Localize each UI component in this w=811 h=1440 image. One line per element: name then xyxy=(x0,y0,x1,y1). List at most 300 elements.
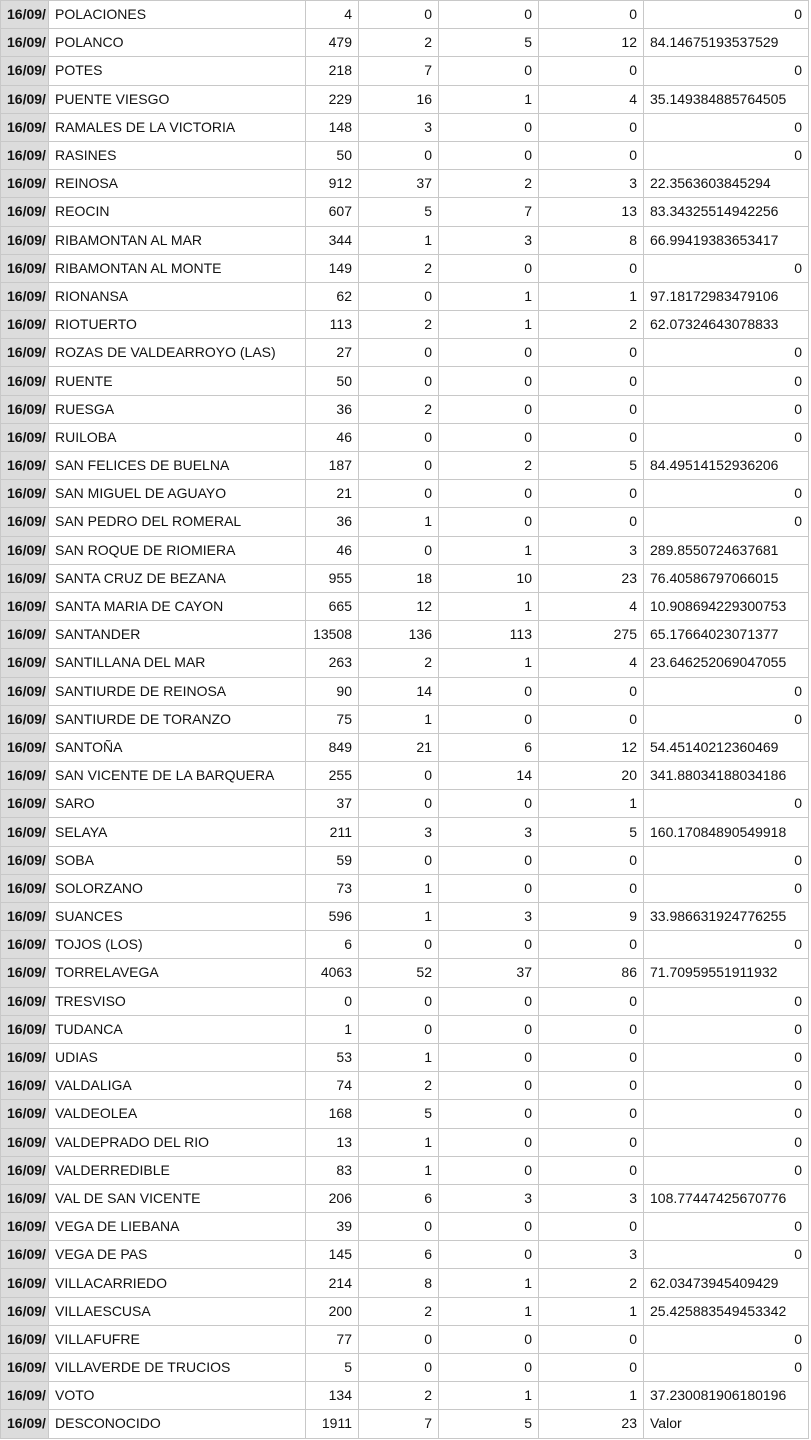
value-cell-3[interactable]: 3 xyxy=(439,903,539,931)
municipality-cell[interactable]: RUESGA xyxy=(49,395,306,423)
value-cell-3[interactable]: 0 xyxy=(439,480,539,508)
rate-cell[interactable]: 65.17664023071377 xyxy=(644,621,809,649)
value-cell-3[interactable]: 0 xyxy=(439,931,539,959)
municipality-cell[interactable]: SOBA xyxy=(49,846,306,874)
value-cell-1[interactable]: 168 xyxy=(306,1100,359,1128)
date-cell[interactable]: 16/09/ xyxy=(1,311,49,339)
value-cell-1[interactable]: 50 xyxy=(306,141,359,169)
date-cell[interactable]: 16/09/ xyxy=(1,1100,49,1128)
value-cell-3[interactable]: 0 xyxy=(439,141,539,169)
rate-cell[interactable]: 0 xyxy=(644,987,809,1015)
value-cell-4[interactable]: 4 xyxy=(539,85,644,113)
value-cell-4[interactable]: 3 xyxy=(539,1241,644,1269)
municipality-cell[interactable]: SOLORZANO xyxy=(49,874,306,902)
value-cell-1[interactable]: 187 xyxy=(306,452,359,480)
rate-cell[interactable]: 62.03473945409429 xyxy=(644,1269,809,1297)
value-cell-4[interactable]: 0 xyxy=(539,931,644,959)
value-cell-1[interactable]: 50 xyxy=(306,367,359,395)
value-cell-1[interactable]: 21 xyxy=(306,480,359,508)
date-cell[interactable]: 16/09/ xyxy=(1,85,49,113)
municipality-cell[interactable]: SANTOÑA xyxy=(49,733,306,761)
date-cell[interactable]: 16/09/ xyxy=(1,113,49,141)
value-cell-3[interactable]: 0 xyxy=(439,423,539,451)
value-cell-1[interactable]: 0 xyxy=(306,987,359,1015)
rate-cell[interactable]: 0 xyxy=(644,874,809,902)
municipality-cell[interactable]: VALDERREDIBLE xyxy=(49,1156,306,1184)
value-cell-2[interactable]: 2 xyxy=(359,254,439,282)
rate-cell[interactable]: 289.8550724637681 xyxy=(644,536,809,564)
municipality-cell[interactable]: VAL DE SAN VICENTE xyxy=(49,1184,306,1212)
rate-cell[interactable]: 0 xyxy=(644,1,809,29)
value-cell-2[interactable]: 16 xyxy=(359,85,439,113)
date-cell[interactable]: 16/09/ xyxy=(1,818,49,846)
date-cell[interactable]: 16/09/ xyxy=(1,621,49,649)
date-cell[interactable]: 16/09/ xyxy=(1,339,49,367)
value-cell-2[interactable]: 0 xyxy=(359,1213,439,1241)
municipality-cell[interactable]: SARO xyxy=(49,790,306,818)
value-cell-2[interactable]: 0 xyxy=(359,931,439,959)
date-cell[interactable]: 16/09/ xyxy=(1,57,49,85)
value-cell-4[interactable]: 4 xyxy=(539,592,644,620)
rate-cell[interactable]: 0 xyxy=(644,790,809,818)
rate-cell[interactable]: 0 xyxy=(644,1213,809,1241)
value-cell-4[interactable]: 0 xyxy=(539,987,644,1015)
value-cell-2[interactable]: 3 xyxy=(359,113,439,141)
value-cell-4[interactable]: 13 xyxy=(539,198,644,226)
value-cell-4[interactable]: 0 xyxy=(539,1100,644,1128)
municipality-cell[interactable]: TORRELAVEGA xyxy=(49,959,306,987)
date-cell[interactable]: 16/09/ xyxy=(1,282,49,310)
value-cell-2[interactable]: 52 xyxy=(359,959,439,987)
date-cell[interactable]: 16/09/ xyxy=(1,452,49,480)
value-cell-2[interactable]: 12 xyxy=(359,592,439,620)
value-cell-1[interactable]: 206 xyxy=(306,1184,359,1212)
value-cell-3[interactable]: 10 xyxy=(439,564,539,592)
municipality-cell[interactable]: DESCONOCIDO xyxy=(49,1410,306,1438)
value-cell-2[interactable]: 37 xyxy=(359,170,439,198)
municipality-cell[interactable]: SUANCES xyxy=(49,903,306,931)
value-cell-1[interactable]: 912 xyxy=(306,170,359,198)
municipality-cell[interactable]: VALDEPRADO DEL RIO xyxy=(49,1128,306,1156)
municipality-cell[interactable]: VEGA DE LIEBANA xyxy=(49,1213,306,1241)
rate-cell[interactable]: 0 xyxy=(644,1241,809,1269)
date-cell[interactable]: 16/09/ xyxy=(1,367,49,395)
value-cell-2[interactable]: 0 xyxy=(359,452,439,480)
value-cell-3[interactable]: 7 xyxy=(439,198,539,226)
value-cell-3[interactable]: 0 xyxy=(439,508,539,536)
value-cell-1[interactable]: 214 xyxy=(306,1269,359,1297)
date-cell[interactable]: 16/09/ xyxy=(1,1241,49,1269)
date-cell[interactable]: 16/09/ xyxy=(1,649,49,677)
value-cell-1[interactable]: 218 xyxy=(306,57,359,85)
value-cell-1[interactable]: 6 xyxy=(306,931,359,959)
date-cell[interactable]: 16/09/ xyxy=(1,1354,49,1382)
value-cell-2[interactable]: 0 xyxy=(359,1015,439,1043)
value-cell-3[interactable]: 14 xyxy=(439,762,539,790)
rate-cell[interactable]: 35.149384885764505 xyxy=(644,85,809,113)
value-cell-3[interactable]: 0 xyxy=(439,1325,539,1353)
municipality-cell[interactable]: SAN MIGUEL DE AGUAYO xyxy=(49,480,306,508)
value-cell-2[interactable]: 2 xyxy=(359,649,439,677)
value-cell-1[interactable]: 955 xyxy=(306,564,359,592)
value-cell-4[interactable]: 1 xyxy=(539,790,644,818)
value-cell-1[interactable]: 77 xyxy=(306,1325,359,1353)
date-cell[interactable]: 16/09/ xyxy=(1,1213,49,1241)
value-cell-3[interactable]: 0 xyxy=(439,57,539,85)
municipality-cell[interactable]: SANTIURDE DE REINOSA xyxy=(49,677,306,705)
value-cell-3[interactable]: 1 xyxy=(439,536,539,564)
value-cell-1[interactable]: 4063 xyxy=(306,959,359,987)
date-cell[interactable]: 16/09/ xyxy=(1,1015,49,1043)
municipality-cell[interactable]: VILLAVERDE DE TRUCIOS xyxy=(49,1354,306,1382)
value-cell-4[interactable]: 2 xyxy=(539,1269,644,1297)
value-cell-3[interactable]: 6 xyxy=(439,733,539,761)
value-cell-2[interactable]: 0 xyxy=(359,141,439,169)
value-cell-4[interactable]: 23 xyxy=(539,1410,644,1438)
value-cell-4[interactable]: 0 xyxy=(539,1043,644,1071)
date-cell[interactable]: 16/09/ xyxy=(1,254,49,282)
rate-cell[interactable]: 0 xyxy=(644,1072,809,1100)
value-cell-3[interactable]: 0 xyxy=(439,790,539,818)
rate-cell[interactable]: 0 xyxy=(644,254,809,282)
value-cell-4[interactable]: 8 xyxy=(539,226,644,254)
value-cell-2[interactable]: 0 xyxy=(359,762,439,790)
value-cell-3[interactable]: 0 xyxy=(439,677,539,705)
rate-cell[interactable]: 0 xyxy=(644,1043,809,1071)
value-cell-4[interactable]: 0 xyxy=(539,1072,644,1100)
date-cell[interactable]: 16/09/ xyxy=(1,1072,49,1100)
rate-cell[interactable]: 0 xyxy=(644,1015,809,1043)
value-cell-3[interactable]: 0 xyxy=(439,1043,539,1071)
value-cell-4[interactable]: 5 xyxy=(539,818,644,846)
rate-cell[interactable]: 25.425883549453342 xyxy=(644,1297,809,1325)
date-cell[interactable]: 16/09/ xyxy=(1,903,49,931)
municipality-cell[interactable]: SANTIURDE DE TORANZO xyxy=(49,705,306,733)
value-cell-1[interactable]: 134 xyxy=(306,1382,359,1410)
value-cell-1[interactable]: 36 xyxy=(306,508,359,536)
value-cell-1[interactable]: 5 xyxy=(306,1354,359,1382)
value-cell-3[interactable]: 0 xyxy=(439,846,539,874)
rate-cell[interactable]: 22.3563603845294 xyxy=(644,170,809,198)
municipality-cell[interactable]: RUILOBA xyxy=(49,423,306,451)
date-cell[interactable]: 16/09/ xyxy=(1,874,49,902)
value-cell-4[interactable]: 86 xyxy=(539,959,644,987)
municipality-cell[interactable]: RASINES xyxy=(49,141,306,169)
rate-cell[interactable]: 84.14675193537529 xyxy=(644,29,809,57)
value-cell-2[interactable]: 136 xyxy=(359,621,439,649)
value-cell-4[interactable]: 3 xyxy=(539,536,644,564)
value-cell-2[interactable]: 2 xyxy=(359,395,439,423)
rate-cell[interactable]: 0 xyxy=(644,423,809,451)
value-cell-1[interactable]: 37 xyxy=(306,790,359,818)
rate-cell[interactable]: 71.70959551911932 xyxy=(644,959,809,987)
value-cell-4[interactable]: 0 xyxy=(539,508,644,536)
municipality-cell[interactable]: RUENTE xyxy=(49,367,306,395)
rate-cell[interactable]: 0 xyxy=(644,705,809,733)
value-cell-3[interactable]: 113 xyxy=(439,621,539,649)
date-cell[interactable]: 16/09/ xyxy=(1,1128,49,1156)
value-cell-4[interactable]: 0 xyxy=(539,480,644,508)
date-cell[interactable]: 16/09/ xyxy=(1,1184,49,1212)
rate-cell[interactable]: 108.77447425670776 xyxy=(644,1184,809,1212)
value-cell-4[interactable]: 0 xyxy=(539,874,644,902)
date-cell[interactable]: 16/09/ xyxy=(1,1325,49,1353)
municipality-cell[interactable]: SAN FELICES DE BUELNA xyxy=(49,452,306,480)
value-cell-3[interactable]: 1 xyxy=(439,1269,539,1297)
value-cell-4[interactable]: 2 xyxy=(539,311,644,339)
municipality-cell[interactable]: RIONANSA xyxy=(49,282,306,310)
value-cell-2[interactable]: 1 xyxy=(359,874,439,902)
value-cell-3[interactable]: 0 xyxy=(439,1241,539,1269)
value-cell-4[interactable]: 20 xyxy=(539,762,644,790)
municipality-cell[interactable]: SELAYA xyxy=(49,818,306,846)
date-cell[interactable]: 16/09/ xyxy=(1,1,49,29)
value-cell-3[interactable]: 0 xyxy=(439,113,539,141)
municipality-cell[interactable]: VILLACARRIEDO xyxy=(49,1269,306,1297)
value-cell-1[interactable]: 59 xyxy=(306,846,359,874)
value-cell-2[interactable]: 2 xyxy=(359,1382,439,1410)
value-cell-4[interactable]: 12 xyxy=(539,29,644,57)
value-cell-1[interactable]: 596 xyxy=(306,903,359,931)
rate-cell[interactable]: 83.34325514942256 xyxy=(644,198,809,226)
value-cell-4[interactable]: 0 xyxy=(539,677,644,705)
value-cell-4[interactable]: 275 xyxy=(539,621,644,649)
date-cell[interactable]: 16/09/ xyxy=(1,987,49,1015)
value-cell-3[interactable]: 1 xyxy=(439,85,539,113)
value-cell-1[interactable]: 73 xyxy=(306,874,359,902)
rate-cell[interactable]: 84.49514152936206 xyxy=(644,452,809,480)
value-cell-4[interactable]: 0 xyxy=(539,423,644,451)
value-cell-1[interactable]: 46 xyxy=(306,536,359,564)
value-cell-1[interactable]: 149 xyxy=(306,254,359,282)
value-cell-2[interactable]: 1 xyxy=(359,226,439,254)
municipality-cell[interactable]: SAN VICENTE DE LA BARQUERA xyxy=(49,762,306,790)
rate-cell[interactable]: 0 xyxy=(644,1325,809,1353)
value-cell-2[interactable]: 0 xyxy=(359,367,439,395)
value-cell-2[interactable]: 0 xyxy=(359,480,439,508)
value-cell-2[interactable]: 0 xyxy=(359,423,439,451)
value-cell-3[interactable]: 0 xyxy=(439,254,539,282)
value-cell-1[interactable]: 90 xyxy=(306,677,359,705)
municipality-cell[interactable]: PUENTE VIESGO xyxy=(49,85,306,113)
rate-cell[interactable]: 0 xyxy=(644,846,809,874)
value-cell-3[interactable]: 0 xyxy=(439,987,539,1015)
date-cell[interactable]: 16/09/ xyxy=(1,508,49,536)
value-cell-2[interactable]: 1 xyxy=(359,1128,439,1156)
value-cell-4[interactable]: 0 xyxy=(539,1128,644,1156)
value-cell-3[interactable]: 0 xyxy=(439,1128,539,1156)
municipality-cell[interactable]: RIOTUERTO xyxy=(49,311,306,339)
date-cell[interactable]: 16/09/ xyxy=(1,931,49,959)
municipality-cell[interactable]: REOCIN xyxy=(49,198,306,226)
date-cell[interactable]: 16/09/ xyxy=(1,1297,49,1325)
rate-cell[interactable]: 23.646252069047055 xyxy=(644,649,809,677)
value-cell-2[interactable]: 1 xyxy=(359,1156,439,1184)
value-cell-2[interactable]: 3 xyxy=(359,818,439,846)
date-cell[interactable]: 16/09/ xyxy=(1,790,49,818)
date-cell[interactable]: 16/09/ xyxy=(1,959,49,987)
value-cell-2[interactable]: 0 xyxy=(359,790,439,818)
rate-cell[interactable]: 0 xyxy=(644,931,809,959)
value-cell-4[interactable]: 0 xyxy=(539,57,644,85)
date-cell[interactable]: 16/09/ xyxy=(1,705,49,733)
value-cell-2[interactable]: 21 xyxy=(359,733,439,761)
value-cell-3[interactable]: 0 xyxy=(439,395,539,423)
value-cell-1[interactable]: 200 xyxy=(306,1297,359,1325)
municipality-cell[interactable]: REINOSA xyxy=(49,170,306,198)
value-cell-1[interactable]: 1 xyxy=(306,1015,359,1043)
value-cell-4[interactable]: 0 xyxy=(539,1354,644,1382)
date-cell[interactable]: 16/09/ xyxy=(1,592,49,620)
municipality-cell[interactable]: VOTO xyxy=(49,1382,306,1410)
value-cell-3[interactable]: 37 xyxy=(439,959,539,987)
value-cell-1[interactable]: 263 xyxy=(306,649,359,677)
rate-cell[interactable]: 341.88034188034186 xyxy=(644,762,809,790)
value-cell-3[interactable]: 0 xyxy=(439,1213,539,1241)
value-cell-4[interactable]: 5 xyxy=(539,452,644,480)
value-cell-1[interactable]: 1911 xyxy=(306,1410,359,1438)
value-cell-4[interactable]: 3 xyxy=(539,170,644,198)
value-cell-4[interactable]: 0 xyxy=(539,141,644,169)
rate-cell[interactable]: 0 xyxy=(644,141,809,169)
value-cell-1[interactable]: 46 xyxy=(306,423,359,451)
municipality-cell[interactable]: VALDALIGA xyxy=(49,1072,306,1100)
value-cell-3[interactable]: 5 xyxy=(439,1410,539,1438)
value-cell-2[interactable]: 0 xyxy=(359,987,439,1015)
municipality-cell[interactable]: VEGA DE PAS xyxy=(49,1241,306,1269)
rate-cell[interactable]: 0 xyxy=(644,1100,809,1128)
value-cell-3[interactable]: 0 xyxy=(439,1,539,29)
rate-cell[interactable]: 160.17084890549918 xyxy=(644,818,809,846)
date-cell[interactable]: 16/09/ xyxy=(1,480,49,508)
value-cell-4[interactable]: 0 xyxy=(539,113,644,141)
value-cell-2[interactable]: 0 xyxy=(359,339,439,367)
municipality-cell[interactable]: TRESVISO xyxy=(49,987,306,1015)
municipality-cell[interactable]: SAN PEDRO DEL ROMERAL xyxy=(49,508,306,536)
municipality-cell[interactable]: POTES xyxy=(49,57,306,85)
date-cell[interactable]: 16/09/ xyxy=(1,423,49,451)
rate-cell[interactable]: 37.230081906180196 xyxy=(644,1382,809,1410)
date-cell[interactable]: 16/09/ xyxy=(1,170,49,198)
municipality-cell[interactable]: POLANCO xyxy=(49,29,306,57)
value-cell-3[interactable]: 3 xyxy=(439,1184,539,1212)
value-cell-3[interactable]: 3 xyxy=(439,226,539,254)
value-cell-1[interactable]: 113 xyxy=(306,311,359,339)
date-cell[interactable]: 16/09/ xyxy=(1,1269,49,1297)
value-cell-4[interactable]: 12 xyxy=(539,733,644,761)
value-cell-3[interactable]: 0 xyxy=(439,1354,539,1382)
value-cell-4[interactable]: 9 xyxy=(539,903,644,931)
value-cell-4[interactable]: 1 xyxy=(539,282,644,310)
value-cell-3[interactable]: 2 xyxy=(439,452,539,480)
municipality-cell[interactable]: ROZAS DE VALDEARROYO (LAS) xyxy=(49,339,306,367)
municipality-cell[interactable]: RAMALES DE LA VICTORIA xyxy=(49,113,306,141)
rate-cell[interactable]: 0 xyxy=(644,113,809,141)
value-cell-2[interactable]: 1 xyxy=(359,1043,439,1071)
municipality-cell[interactable]: RIBAMONTAN AL MAR xyxy=(49,226,306,254)
value-cell-2[interactable]: 0 xyxy=(359,1,439,29)
value-cell-1[interactable]: 39 xyxy=(306,1213,359,1241)
value-cell-2[interactable]: 1 xyxy=(359,705,439,733)
value-cell-2[interactable]: 14 xyxy=(359,677,439,705)
municipality-cell[interactable]: RIBAMONTAN AL MONTE xyxy=(49,254,306,282)
value-cell-4[interactable]: 3 xyxy=(539,1184,644,1212)
value-cell-1[interactable]: 145 xyxy=(306,1241,359,1269)
rate-cell[interactable]: 0 xyxy=(644,480,809,508)
value-cell-1[interactable]: 74 xyxy=(306,1072,359,1100)
rate-cell[interactable]: Valor xyxy=(644,1410,809,1438)
value-cell-2[interactable]: 8 xyxy=(359,1269,439,1297)
value-cell-3[interactable]: 1 xyxy=(439,649,539,677)
value-cell-2[interactable]: 2 xyxy=(359,311,439,339)
date-cell[interactable]: 16/09/ xyxy=(1,29,49,57)
municipality-cell[interactable]: UDIAS xyxy=(49,1043,306,1071)
value-cell-3[interactable]: 1 xyxy=(439,282,539,310)
municipality-cell[interactable]: TUDANCA xyxy=(49,1015,306,1043)
value-cell-4[interactable]: 0 xyxy=(539,395,644,423)
rate-cell[interactable]: 0 xyxy=(644,1128,809,1156)
municipality-cell[interactable]: SANTANDER xyxy=(49,621,306,649)
municipality-cell[interactable]: VALDEOLEA xyxy=(49,1100,306,1128)
value-cell-1[interactable]: 229 xyxy=(306,85,359,113)
value-cell-1[interactable]: 849 xyxy=(306,733,359,761)
value-cell-2[interactable]: 2 xyxy=(359,1297,439,1325)
municipality-cell[interactable]: VILLAESCUSA xyxy=(49,1297,306,1325)
rate-cell[interactable]: 0 xyxy=(644,339,809,367)
rate-cell[interactable]: 33.986631924776255 xyxy=(644,903,809,931)
value-cell-3[interactable]: 5 xyxy=(439,29,539,57)
value-cell-1[interactable]: 75 xyxy=(306,705,359,733)
value-cell-2[interactable]: 0 xyxy=(359,1325,439,1353)
value-cell-3[interactable]: 0 xyxy=(439,1015,539,1043)
value-cell-2[interactable]: 2 xyxy=(359,29,439,57)
municipality-cell[interactable]: SAN ROQUE DE RIOMIERA xyxy=(49,536,306,564)
value-cell-1[interactable]: 211 xyxy=(306,818,359,846)
value-cell-1[interactable]: 4 xyxy=(306,1,359,29)
value-cell-4[interactable]: 0 xyxy=(539,1156,644,1184)
date-cell[interactable]: 16/09/ xyxy=(1,1156,49,1184)
value-cell-4[interactable]: 0 xyxy=(539,1325,644,1353)
value-cell-1[interactable]: 53 xyxy=(306,1043,359,1071)
value-cell-2[interactable]: 7 xyxy=(359,57,439,85)
rate-cell[interactable]: 10.908694229300753 xyxy=(644,592,809,620)
value-cell-4[interactable]: 0 xyxy=(539,705,644,733)
value-cell-4[interactable]: 0 xyxy=(539,254,644,282)
value-cell-3[interactable]: 1 xyxy=(439,1382,539,1410)
value-cell-1[interactable]: 479 xyxy=(306,29,359,57)
value-cell-4[interactable]: 0 xyxy=(539,339,644,367)
value-cell-1[interactable]: 255 xyxy=(306,762,359,790)
municipality-cell[interactable]: VILLAFUFRE xyxy=(49,1325,306,1353)
date-cell[interactable]: 16/09/ xyxy=(1,198,49,226)
value-cell-1[interactable]: 13508 xyxy=(306,621,359,649)
value-cell-4[interactable]: 23 xyxy=(539,564,644,592)
municipality-cell[interactable]: SANTA MARIA DE CAYON xyxy=(49,592,306,620)
value-cell-1[interactable]: 607 xyxy=(306,198,359,226)
value-cell-2[interactable]: 5 xyxy=(359,1100,439,1128)
value-cell-2[interactable]: 18 xyxy=(359,564,439,592)
date-cell[interactable]: 16/09/ xyxy=(1,536,49,564)
value-cell-3[interactable]: 0 xyxy=(439,1156,539,1184)
date-cell[interactable]: 16/09/ xyxy=(1,677,49,705)
value-cell-1[interactable]: 344 xyxy=(306,226,359,254)
date-cell[interactable]: 16/09/ xyxy=(1,395,49,423)
rate-cell[interactable]: 66.99419383653417 xyxy=(644,226,809,254)
value-cell-1[interactable]: 13 xyxy=(306,1128,359,1156)
value-cell-1[interactable]: 148 xyxy=(306,113,359,141)
value-cell-2[interactable]: 6 xyxy=(359,1184,439,1212)
value-cell-2[interactable]: 0 xyxy=(359,1354,439,1382)
